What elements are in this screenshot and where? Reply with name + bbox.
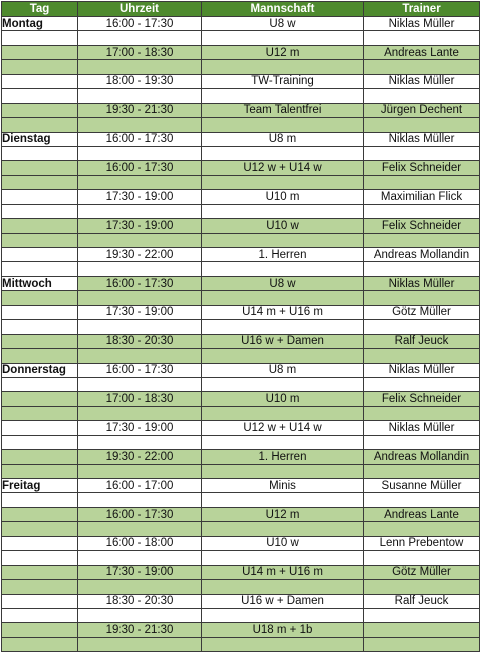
cell-team: U12 m: [202, 45, 364, 59]
cell-trainer: Niklas Müller: [364, 17, 480, 31]
cell-day: [2, 175, 78, 189]
cell-time: [78, 233, 202, 247]
cell-team: U18 m + 1b: [202, 623, 364, 637]
table-row: [2, 536, 480, 550]
cell-day: [2, 74, 78, 88]
cell-team: [202, 349, 364, 363]
cell-team: [202, 464, 364, 478]
cell-trainer: Lenn Prebentow: [364, 536, 480, 550]
table-row: [2, 349, 480, 363]
cell-time: 19:30 - 22:00: [78, 450, 202, 464]
cell-day: [2, 291, 78, 305]
cell-time: [78, 493, 202, 507]
cell-trainer: [364, 377, 480, 391]
table-row: [2, 305, 480, 319]
cell-day: [2, 377, 78, 391]
cell-trainer: [364, 623, 480, 637]
cell-day: [2, 89, 78, 103]
cell-day: [2, 464, 78, 478]
cell-day: Montag: [2, 17, 78, 31]
table-row: [2, 507, 480, 521]
cell-trainer: [364, 349, 480, 363]
cell-time: 17:30 - 19:00: [78, 565, 202, 579]
table-row: [2, 248, 480, 262]
table-row: [2, 608, 480, 622]
cell-day: Mittwoch: [2, 276, 78, 290]
cell-team: TW-Training: [202, 74, 364, 88]
cell-day: [2, 146, 78, 160]
cell-time: [78, 522, 202, 536]
table-row: [2, 45, 480, 59]
table-row: [2, 334, 480, 348]
cell-time: 16:00 - 18:00: [78, 536, 202, 550]
cell-day: [2, 45, 78, 59]
cell-day: [2, 406, 78, 420]
cell-trainer: Niklas Müller: [364, 74, 480, 88]
cell-time: [78, 89, 202, 103]
table-row: [2, 31, 480, 45]
cell-trainer: [364, 175, 480, 189]
cell-time: [78, 349, 202, 363]
table-row: [2, 103, 480, 117]
cell-team: U8 w: [202, 276, 364, 290]
table-row: [2, 493, 480, 507]
table-row: [2, 479, 480, 493]
table-row: [2, 60, 480, 74]
cell-trainer: Felix Schneider: [364, 392, 480, 406]
cell-team: 1. Herren: [202, 450, 364, 464]
cell-team: 1. Herren: [202, 248, 364, 262]
header-day: Tag: [2, 2, 78, 17]
cell-team: [202, 89, 364, 103]
cell-time: 16:00 - 17:30: [78, 132, 202, 146]
cell-trainer: Andreas Lante: [364, 507, 480, 521]
cell-trainer: Andreas Mollandin: [364, 450, 480, 464]
cell-time: [78, 262, 202, 276]
cell-time: [78, 377, 202, 391]
cell-trainer: [364, 551, 480, 565]
cell-day: Dienstag: [2, 132, 78, 146]
cell-time: [78, 320, 202, 334]
cell-team: [202, 580, 364, 594]
table-row: [2, 219, 480, 233]
cell-time: 18:00 - 19:30: [78, 74, 202, 88]
cell-trainer: [364, 31, 480, 45]
table-row: [2, 204, 480, 218]
table-row: [2, 190, 480, 204]
cell-team: U14 m + U16 m: [202, 305, 364, 319]
table-row: [2, 421, 480, 435]
cell-day: [2, 262, 78, 276]
table-row: [2, 580, 480, 594]
cell-team: [202, 377, 364, 391]
table-row: [2, 551, 480, 565]
cell-trainer: Niklas Müller: [364, 132, 480, 146]
cell-day: [2, 421, 78, 435]
cell-time: [78, 31, 202, 45]
cell-trainer: [364, 233, 480, 247]
cell-day: [2, 637, 78, 651]
cell-trainer: Jürgen Dechent: [364, 103, 480, 117]
cell-trainer: [364, 637, 480, 651]
cell-trainer: Ralf Jeuck: [364, 594, 480, 608]
cell-day: [2, 248, 78, 262]
cell-day: [2, 60, 78, 74]
table-row: [2, 363, 480, 377]
cell-time: 16:00 - 17:30: [78, 17, 202, 31]
cell-day: [2, 233, 78, 247]
cell-trainer: Götz Müller: [364, 305, 480, 319]
cell-team: [202, 175, 364, 189]
cell-team: U8 w: [202, 17, 364, 31]
cell-time: 16:00 - 17:30: [78, 363, 202, 377]
cell-time: 17:30 - 19:00: [78, 219, 202, 233]
cell-team: [202, 146, 364, 160]
table-row: [2, 161, 480, 175]
cell-team: U16 w + Damen: [202, 594, 364, 608]
table-row: [2, 522, 480, 536]
cell-day: [2, 320, 78, 334]
cell-team: U12 w + U14 w: [202, 421, 364, 435]
cell-time: [78, 551, 202, 565]
cell-trainer: Andreas Lante: [364, 45, 480, 59]
cell-team: U8 m: [202, 132, 364, 146]
cell-time: [78, 406, 202, 420]
table-row: [2, 435, 480, 449]
table-row: [2, 276, 480, 290]
table-row: [2, 146, 480, 160]
cell-time: 17:30 - 19:00: [78, 190, 202, 204]
cell-time: 18:30 - 20:30: [78, 594, 202, 608]
cell-time: [78, 118, 202, 132]
cell-trainer: Niklas Müller: [364, 363, 480, 377]
table-row: [2, 74, 480, 88]
table-body: [2, 17, 480, 652]
cell-time: 16:00 - 17:30: [78, 507, 202, 521]
cell-day: [2, 305, 78, 319]
cell-day: [2, 392, 78, 406]
table-row: [2, 377, 480, 391]
cell-team: [202, 60, 364, 74]
cell-trainer: [364, 320, 480, 334]
table-row: [2, 464, 480, 478]
cell-day: [2, 594, 78, 608]
header-trainer: Trainer: [364, 2, 480, 17]
cell-team: U10 m: [202, 190, 364, 204]
table-row: [2, 637, 480, 651]
header-team: Mannschaft: [202, 2, 364, 17]
table-row: [2, 262, 480, 276]
cell-team: U16 w + Damen: [202, 334, 364, 348]
cell-trainer: Susanne Müller: [364, 479, 480, 493]
table-row: [2, 565, 480, 579]
table-header-row: [2, 2, 480, 17]
cell-trainer: Felix Schneider: [364, 161, 480, 175]
cell-day: [2, 536, 78, 550]
cell-team: U10 w: [202, 219, 364, 233]
cell-trainer: Andreas Mollandin: [364, 248, 480, 262]
cell-team: [202, 320, 364, 334]
cell-time: 19:30 - 22:00: [78, 248, 202, 262]
training-schedule-table: [1, 1, 480, 652]
cell-day: [2, 190, 78, 204]
cell-day: [2, 435, 78, 449]
cell-trainer: [364, 291, 480, 305]
cell-day: [2, 608, 78, 622]
cell-time: [78, 464, 202, 478]
cell-time: 19:30 - 21:30: [78, 623, 202, 637]
cell-trainer: [364, 608, 480, 622]
table-row: [2, 89, 480, 103]
cell-time: [78, 608, 202, 622]
cell-day: [2, 493, 78, 507]
cell-trainer: Götz Müller: [364, 565, 480, 579]
cell-day: [2, 334, 78, 348]
cell-time: [78, 637, 202, 651]
cell-trainer: [364, 60, 480, 74]
cell-team: [202, 262, 364, 276]
cell-trainer: Maximilian Flick: [364, 190, 480, 204]
cell-day: [2, 31, 78, 45]
cell-time: 19:30 - 21:30: [78, 103, 202, 117]
cell-time: [78, 580, 202, 594]
cell-time: [78, 60, 202, 74]
cell-day: [2, 565, 78, 579]
cell-time: [78, 204, 202, 218]
table-row: [2, 175, 480, 189]
cell-team: [202, 204, 364, 218]
cell-trainer: [364, 464, 480, 478]
cell-day: [2, 507, 78, 521]
cell-time: 17:00 - 18:30: [78, 45, 202, 59]
cell-trainer: Ralf Jeuck: [364, 334, 480, 348]
cell-time: 16:00 - 17:00: [78, 479, 202, 493]
table-row: [2, 132, 480, 146]
cell-team: U12 w + U14 w: [202, 161, 364, 175]
cell-team: [202, 118, 364, 132]
cell-time: 16:00 - 17:30: [78, 161, 202, 175]
table-row: [2, 17, 480, 31]
cell-trainer: [364, 406, 480, 420]
table-row: [2, 450, 480, 464]
cell-team: [202, 435, 364, 449]
cell-team: [202, 31, 364, 45]
cell-trainer: [364, 204, 480, 218]
cell-time: [78, 435, 202, 449]
cell-day: [2, 623, 78, 637]
cell-time: [78, 291, 202, 305]
cell-team: [202, 608, 364, 622]
table-row: [2, 291, 480, 305]
cell-day: [2, 349, 78, 363]
cell-time: [78, 175, 202, 189]
table-row: [2, 594, 480, 608]
cell-trainer: [364, 118, 480, 132]
cell-team: [202, 551, 364, 565]
cell-day: Donnerstag: [2, 363, 78, 377]
cell-trainer: [364, 89, 480, 103]
cell-trainer: [364, 146, 480, 160]
table-row: [2, 406, 480, 420]
cell-team: U14 m + U16 m: [202, 565, 364, 579]
cell-team: [202, 233, 364, 247]
table-row: [2, 233, 480, 247]
cell-team: U8 m: [202, 363, 364, 377]
cell-time: 16:00 - 17:30: [78, 276, 202, 290]
cell-day: [2, 219, 78, 233]
table-row: [2, 118, 480, 132]
cell-trainer: Niklas Müller: [364, 276, 480, 290]
cell-team: [202, 291, 364, 305]
cell-trainer: Felix Schneider: [364, 219, 480, 233]
cell-time: [78, 146, 202, 160]
cell-team: [202, 637, 364, 651]
cell-trainer: [364, 580, 480, 594]
cell-time: 17:00 - 18:30: [78, 392, 202, 406]
cell-day: Freitag: [2, 479, 78, 493]
cell-day: [2, 118, 78, 132]
cell-day: [2, 522, 78, 536]
cell-trainer: Niklas Müller: [364, 421, 480, 435]
table-row: [2, 320, 480, 334]
cell-trainer: [364, 493, 480, 507]
table-row: [2, 392, 480, 406]
cell-time: 17:30 - 19:00: [78, 421, 202, 435]
cell-day: [2, 551, 78, 565]
cell-team: U10 w: [202, 536, 364, 550]
cell-team: [202, 406, 364, 420]
cell-team: [202, 522, 364, 536]
cell-team: U12 m: [202, 507, 364, 521]
cell-day: [2, 450, 78, 464]
header-time: Uhrzeit: [78, 2, 202, 17]
cell-trainer: [364, 522, 480, 536]
cell-team: Team Talentfrei: [202, 103, 364, 117]
cell-time: 18:30 - 20:30: [78, 334, 202, 348]
cell-team: U10 m: [202, 392, 364, 406]
cell-time: 17:30 - 19:00: [78, 305, 202, 319]
cell-team: [202, 493, 364, 507]
cell-team: Minis: [202, 479, 364, 493]
cell-trainer: [364, 262, 480, 276]
cell-trainer: [364, 435, 480, 449]
table-row: [2, 623, 480, 637]
cell-day: [2, 103, 78, 117]
cell-day: [2, 161, 78, 175]
cell-day: [2, 204, 78, 218]
cell-day: [2, 580, 78, 594]
